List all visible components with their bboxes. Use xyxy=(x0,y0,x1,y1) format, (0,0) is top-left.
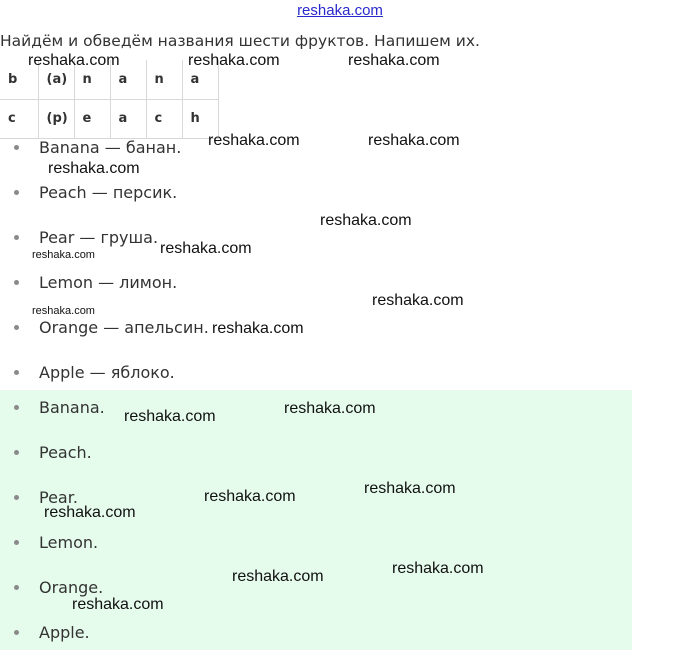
watermark: reshaka.com xyxy=(208,132,300,149)
watermark: reshaka.com xyxy=(124,408,216,425)
task-instruction: Найдём и обведём названия шести фруктов. Напишем их. xyxy=(0,32,480,50)
list-item xyxy=(14,183,177,203)
answer-item xyxy=(14,443,92,463)
grid-cell: c xyxy=(146,99,182,138)
answer-item-text: Lemon. xyxy=(39,533,99,552)
watermark: reshaka.com xyxy=(160,240,252,257)
watermark: reshaka.com xyxy=(372,292,464,309)
answer-item xyxy=(14,578,103,598)
grid-cell: c xyxy=(0,99,38,138)
list-item-text: Lemon — лимон. xyxy=(39,273,178,292)
list-item xyxy=(14,363,175,383)
grid-cell: (a) xyxy=(38,60,74,99)
watermark: reshaka.com xyxy=(212,320,304,337)
watermark: reshaka.com xyxy=(320,212,412,229)
grid-cell: a xyxy=(110,99,146,138)
grid-cell: n xyxy=(74,60,110,99)
watermark: reshaka.com xyxy=(48,160,140,177)
bullet-icon xyxy=(14,495,19,500)
watermark: reshaka.com xyxy=(348,52,440,69)
list-item-text: Banana — банан. xyxy=(39,138,182,157)
list-item xyxy=(14,273,177,293)
list-item xyxy=(14,138,181,158)
watermark: reshaka.com xyxy=(28,52,120,69)
answer-item-text: Orange. xyxy=(39,578,104,597)
answer-item-text: Peach. xyxy=(39,443,92,462)
watermark: reshaka.com xyxy=(204,488,296,505)
grid-cell: (p) xyxy=(38,99,74,138)
bullet-icon xyxy=(14,325,19,330)
watermark: reshaka.com xyxy=(392,560,484,577)
answer-item xyxy=(14,398,105,418)
bullet-icon xyxy=(14,585,19,590)
watermark: reshaka.com xyxy=(188,52,280,69)
watermark: reshaka.com xyxy=(72,596,164,613)
grid-cell: h xyxy=(182,99,218,138)
bullet-icon xyxy=(14,235,19,240)
watermark: reshaka.com xyxy=(284,400,376,417)
watermark: reshaka.com xyxy=(32,305,95,317)
bullet-icon xyxy=(14,405,19,410)
list-item-text: Orange — апельсин. xyxy=(39,318,209,337)
site-link[interactable]: reshaka.com xyxy=(297,2,383,19)
grid-cell: b xyxy=(0,60,38,99)
bullet-icon xyxy=(14,450,19,455)
grid-cell: e xyxy=(74,99,110,138)
watermark: reshaka.com xyxy=(364,480,456,497)
watermark: reshaka.com xyxy=(232,568,324,585)
bullet-icon xyxy=(14,370,19,375)
watermark: reshaka.com xyxy=(44,504,136,521)
answer-item-text: Pear. xyxy=(39,488,78,507)
bullet-icon xyxy=(14,280,19,285)
list-item-text: Peach — персик. xyxy=(39,183,178,202)
answer-item-text: Banana. xyxy=(39,398,105,417)
watermark: reshaka.com xyxy=(32,249,95,261)
list-item-text: Apple — яблоко. xyxy=(39,363,175,382)
answer-item xyxy=(14,533,98,553)
bullet-icon xyxy=(14,630,19,635)
answer-item xyxy=(14,623,90,643)
bullet-icon xyxy=(14,540,19,545)
grid-cell: n xyxy=(146,60,182,99)
bullet-icon xyxy=(14,190,19,195)
watermark: reshaka.com xyxy=(368,132,460,149)
list-item-text: Pear — груша. xyxy=(39,228,159,247)
answer-item-text: Apple. xyxy=(39,623,90,642)
list-item xyxy=(14,228,158,248)
bullet-icon xyxy=(14,145,19,150)
grid-cell: a xyxy=(110,60,146,99)
list-item xyxy=(14,318,209,338)
grid-cell: a xyxy=(182,60,218,99)
